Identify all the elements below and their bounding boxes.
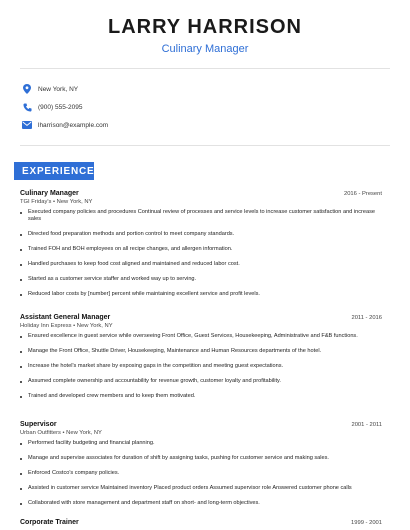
job-entry (20, 190, 382, 306)
job-bullet: Performed facility budgeting and financial planning. (20, 440, 382, 447)
job-bullet: Directed food preparation methods and portion control to meet company standards. (20, 231, 382, 238)
job-bullet: Collaborated with store management and department staff on short- and long-term objectives. (20, 500, 382, 507)
contact-phone (20, 98, 390, 116)
job-bullet: Assisted in customer service Maintained inventory Placed product orders Assumed supervisor role Answered customer phone calls (20, 485, 382, 492)
experience-section-heading: EXPERIENCE (14, 162, 94, 180)
job-bullets (20, 209, 382, 298)
location-text: New York, NY (38, 85, 79, 93)
job-company-location: Holiday Inn Express • New York, NY (20, 323, 113, 329)
job-bullet: Executed company policies and procedures Continual review of processes and service levels to increase customer satisfaction and increase sales (20, 209, 382, 223)
job-bullets (20, 440, 382, 507)
job-bullet: Started as a customer service staffer and worked way up to serving. (20, 276, 382, 283)
job-company-location: TGI Friday's • New York, NY (20, 199, 93, 205)
header-divider (20, 68, 390, 69)
phone-icon (20, 100, 34, 114)
job-entry (20, 519, 382, 526)
job-dates: 2016 - Present (343, 191, 382, 197)
job-title: Corporate Trainer (20, 519, 79, 526)
job-bullet: Trained and developed crew members and to keep them motivated. (20, 393, 382, 400)
job-entry (20, 421, 382, 515)
job-company-location: Urban Outfitters • New York, NY (20, 430, 102, 436)
candidate-name: LARRY HARRISON (107, 16, 302, 38)
phone-text: (900) 555-2095 (38, 103, 83, 111)
contact-location (20, 80, 390, 98)
job-bullet: Handled purchases to keep food cost aligned and maintained and reduced labor cost. (20, 261, 382, 268)
email-text: lharrison@example.com (38, 121, 109, 129)
location-pin-icon (20, 82, 34, 96)
job-bullet: Manage and supervise associates for duration of shift by assigning tasks, pushing for customer service and making sales. (20, 455, 382, 462)
job-bullet: Reduced labor costs by [number] percent while maintaining excellent service and profit levels. (20, 291, 382, 298)
job-bullet: Enforced Costco's company policies. (20, 470, 382, 477)
job-title: Supervisor (20, 421, 57, 428)
resume-header (0, 14, 410, 56)
job-bullet: Trained FOH and BOH employees on all recipe changes, and allergen information. (20, 246, 382, 253)
email-icon (20, 118, 34, 132)
job-title: Culinary Manager (20, 190, 79, 197)
job-bullet: Ensured excellence in guest service while overseeing Front Office, Guest Services, Housekeeping, Administrative and F&B functions. (20, 333, 382, 340)
job-dates: 1999 - 2001 (351, 520, 382, 526)
contact-email (20, 116, 390, 134)
job-title: Assistant General Manager (20, 314, 111, 321)
job-dates: 2001 - 2011 (351, 422, 382, 428)
job-bullet: Assumed complete ownership and accountability for revenue growth, customer loyalty and profitability. (20, 378, 382, 385)
job-bullet: Manage the Front Office, Shuttle Driver, Housekeeping, Maintenance and Human Resources departments of the hotel. (20, 348, 382, 355)
job-bullet: Increase the hotel's market share by exposing gaps in the competition and meeting guest expectations. (20, 363, 382, 370)
contact-list (20, 80, 390, 134)
contact-divider (20, 145, 390, 146)
job-bullets (20, 333, 382, 400)
job-dates: 2011 - 2016 (351, 315, 382, 321)
job-entry (20, 314, 382, 408)
candidate-title: Culinary Manager (161, 43, 249, 55)
